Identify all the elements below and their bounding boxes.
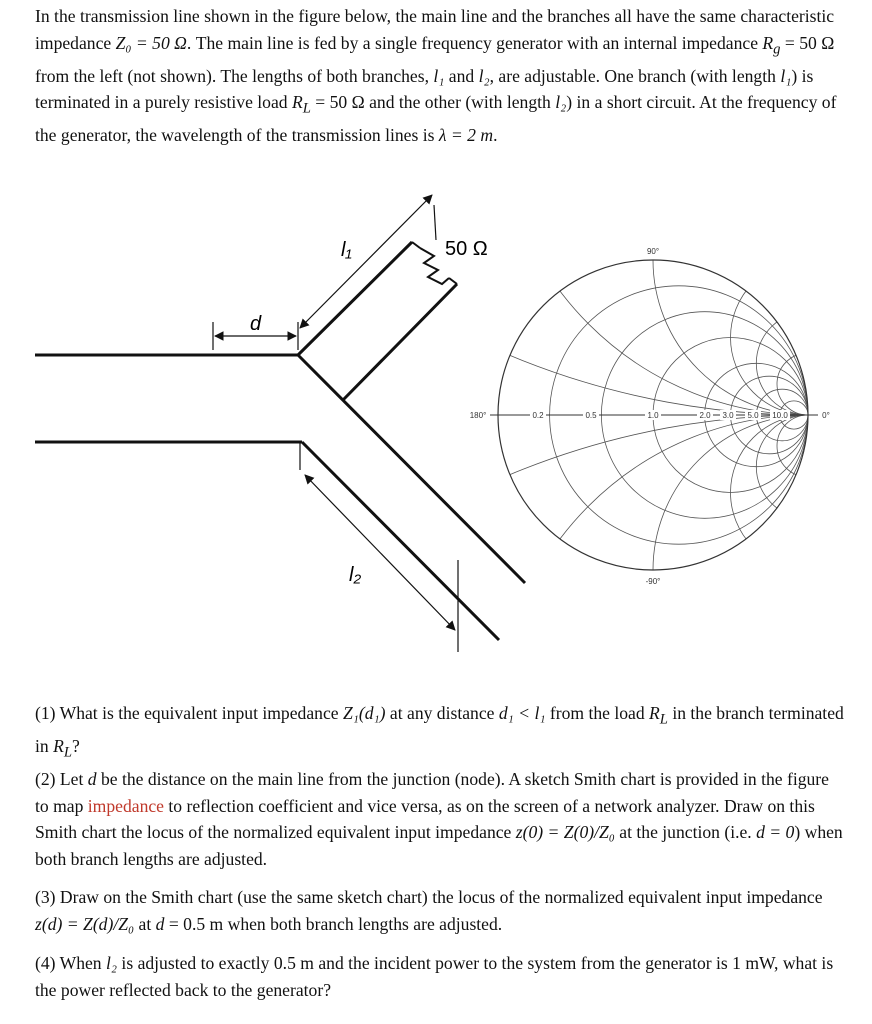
text: (3) Draw on the Smith chart (use the same sketch chart) the locus of the normalized equivalent input impedance <box>35 887 823 907</box>
wavelength-symbol: λ = 2 m <box>438 125 494 146</box>
r-label: 0.5 <box>585 411 597 420</box>
r-label: 1.0 <box>647 411 659 420</box>
subscript: L <box>63 744 72 761</box>
r-label: 2.0 <box>699 411 711 420</box>
r-label: 10.0 <box>772 411 788 420</box>
text: ) in a short circuit. At the frequency of the generator, the wavelength of the transmission lines is <box>35 92 837 146</box>
r-label: 5.0 <box>747 411 759 420</box>
text: (1) What is the equivalent input impedance <box>35 703 343 723</box>
branch-2 <box>298 355 525 640</box>
branch-1 <box>298 242 457 400</box>
label-0: 0° <box>822 411 830 420</box>
transmission-line-figure <box>0 160 872 700</box>
l2-dimension <box>300 442 458 652</box>
rl-symbol: R <box>291 92 303 113</box>
z0-symbol: Z₀ = 50 Ω <box>115 32 187 53</box>
question-4 <box>35 950 845 1003</box>
question-3 <box>35 884 845 937</box>
text: ) when both branch lengths are adjusted. <box>35 822 843 869</box>
highlighted-word: impedance <box>87 795 164 816</box>
text: (2) Let <box>35 769 88 789</box>
label-l1: l₁ <box>341 239 352 261</box>
symbol: d₁ < l₁ <box>498 703 546 723</box>
label-180: 180° <box>469 411 487 420</box>
problem-statement <box>35 3 845 149</box>
symbol: d <box>155 913 165 934</box>
symbol: Z₁(d₁) <box>342 703 386 723</box>
text: = 0.5 m when both branch lengths are adjusted. <box>164 913 503 934</box>
text: from the load <box>545 703 650 723</box>
text: and the other (with length <box>364 92 556 113</box>
l1-dimension <box>300 195 436 328</box>
text: = 50 Ω <box>780 32 835 53</box>
text: . The main line is fed by a single frequency generator with an internal impedance <box>186 32 763 53</box>
r-label: 0.2 <box>532 411 544 420</box>
text: , are adjustable. One branch (with length <box>489 65 781 86</box>
text: ? <box>72 736 80 757</box>
r-label: 3.0 <box>722 411 734 420</box>
label-d: d <box>250 313 262 335</box>
symbol: z(0) = Z(0)/Z₀ <box>515 822 615 842</box>
text: in the branch terminated in <box>35 703 844 757</box>
question-1 <box>35 700 845 766</box>
text: = 50 Ω <box>310 92 365 113</box>
text: is adjusted to exactly 0.5 m and the incident power to the system from the generator is 1 mW, what is the power reflected back to the generator? <box>35 953 834 1000</box>
rl-subscript: L <box>302 100 311 117</box>
rg-subscript: g <box>773 41 781 58</box>
symbol: l₂ <box>106 953 118 973</box>
question-2 <box>35 766 845 872</box>
symbol: z(d) = Z(d)/Z₀ <box>35 913 135 934</box>
label-90: 90° <box>646 247 660 256</box>
subscript: L <box>659 711 668 728</box>
l1-symbol: l₁ <box>780 65 792 86</box>
text: and <box>444 65 479 86</box>
symbol: d <box>87 769 97 789</box>
label-l2: l₂ <box>349 564 362 586</box>
text: at <box>134 913 156 934</box>
l2-symbol: l₂ <box>555 92 567 113</box>
label-minus90: -90° <box>645 577 661 586</box>
text: (4) When <box>35 953 107 973</box>
text: . <box>493 125 498 146</box>
rg-symbol: R <box>762 32 774 53</box>
text: to reflection coefficient and vice versa, as on the screen of a network analyzer. Draw on this Smith chart the locus of the normalized equivalent input impedance <box>35 795 815 842</box>
text: at the junction (i.e. <box>614 822 757 842</box>
symbol: d = 0 <box>756 822 795 842</box>
text: from the left (not shown). The lengths of both branches, <box>35 65 434 86</box>
label-load: 50 Ω <box>445 238 488 260</box>
text: at any distance <box>385 703 499 723</box>
symbol: R <box>53 736 64 757</box>
text: ) is terminated in a purely resistive load <box>35 65 814 113</box>
text: be the distance on the main line from the junction (node). A sketch Smith chart is provided in the figure to map <box>35 769 829 816</box>
symbol: R <box>649 703 660 723</box>
main-line <box>35 355 302 442</box>
l2-symbol: l₂ <box>478 65 490 86</box>
l1-symbol: l₁ <box>433 65 445 86</box>
text: In the transmission line shown in the figure below, the main line and the branches all have the same characteristic impedance <box>35 6 835 53</box>
